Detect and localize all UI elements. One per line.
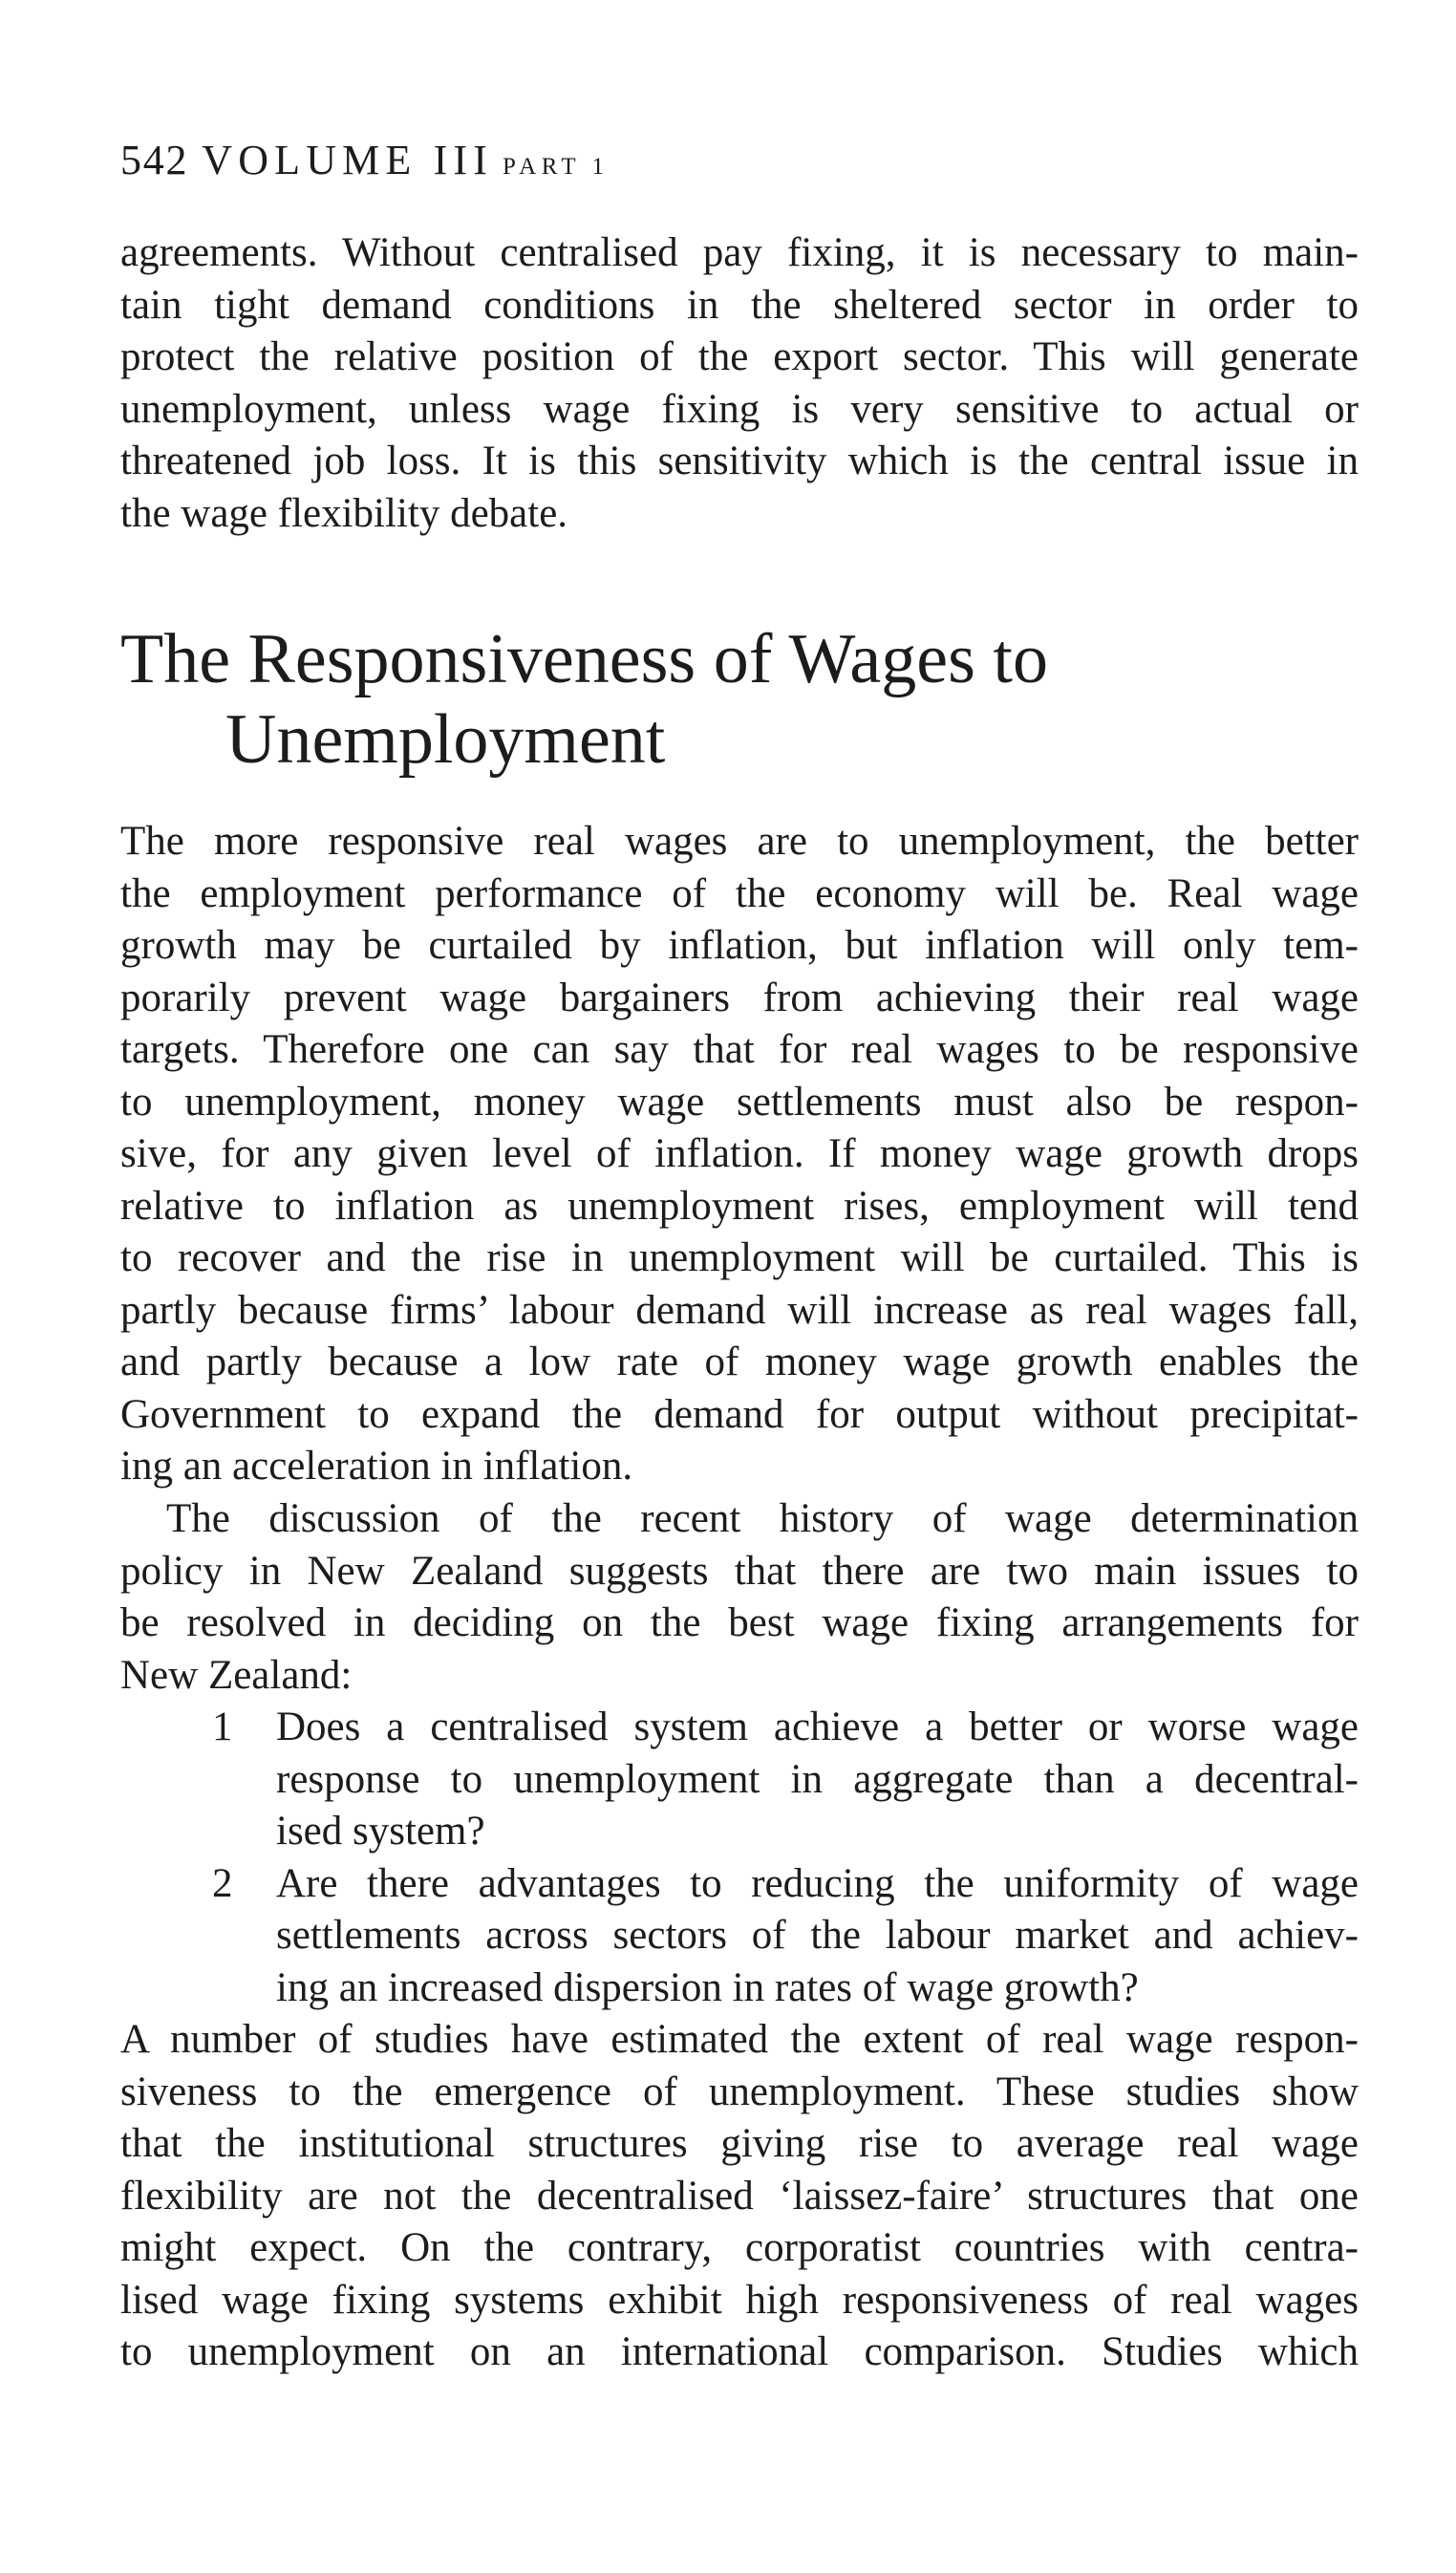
text-line: the wage flexibility debate. — [120, 490, 568, 536]
list-item-number: 1 — [212, 1705, 233, 1749]
text-line: flexibility are not the decentralised ‘laissez-faire’ structures that one — [120, 2173, 1359, 2219]
page-number: 542 — [120, 137, 189, 183]
text-line: The more responsive real wages are to unemployment, the better — [120, 819, 1359, 864]
section-heading — [120, 619, 1359, 780]
text-line: that the institutional structures giving rise to average real wage — [120, 2121, 1359, 2166]
paragraph-3 — [120, 2014, 1359, 2379]
text-line: partly because firms’ labour demand will increase as real wages fall, — [120, 1287, 1359, 1333]
text-line: Are there advantages to reducing the uniformity of wage — [276, 1860, 1359, 1906]
text-line: porarily prevent wage bargainers from achieving their real wage — [120, 975, 1359, 1020]
text-line: ing an acceleration in inflation. — [120, 1444, 633, 1489]
text-line: New Zealand: — [120, 1652, 353, 1698]
text-line: might expect. On the contrary, corporatist countries with centra- — [120, 2225, 1359, 2270]
text-line: tain tight demand conditions in the sheltered sector in order to — [120, 282, 1359, 328]
paragraph-2 — [120, 1493, 1359, 1702]
volume-label: VOLUME III — [202, 137, 494, 183]
text-line: sive, for any given level of inflation. If money wage growth drops — [120, 1131, 1359, 1176]
text-line: to unemployment, money wage settlements must also be respon- — [120, 1079, 1359, 1125]
text-line: to unemployment on an international comparison. Studies which — [120, 2329, 1359, 2374]
text-line: targets. Therefore one can say that for real wages to be responsive — [120, 1027, 1359, 1072]
text-line: settlements across sectors of the labour market and achiev- — [276, 1913, 1359, 1958]
text-line: growth may be curtailed by inflation, but inflation will only tem- — [120, 923, 1359, 968]
paragraph-1 — [120, 816, 1359, 1493]
part-label: PART 1 — [503, 154, 610, 180]
text-line: Government to expand the demand for output without precipitat- — [120, 1391, 1359, 1437]
text-line: agreements. Without centralised pay fixing, it is necessary to main- — [120, 230, 1359, 275]
list-item — [120, 1702, 1359, 1858]
text-line: A number of studies have estimated the extent of real wage respon- — [120, 2017, 1359, 2062]
text-line: response to unemployment in aggregate than a decentral- — [276, 1756, 1359, 1802]
text-line: siveness to the emergence of unemployment. These studies show — [120, 2069, 1359, 2114]
text-line: and partly because a low rate of money wage growth enables the — [120, 1340, 1359, 1384]
text-line: Does a centralised system achieve a better or worse wage — [276, 1705, 1359, 1749]
intro-paragraph — [120, 227, 1359, 540]
list-item — [120, 1858, 1359, 2015]
text-line: to recover and the rise in unemployment will be curtailed. This is — [120, 1235, 1359, 1280]
text-line: ing an increased dispersion in rates of wage growth? — [276, 1964, 1139, 2010]
list-item-number: 2 — [212, 1860, 233, 1906]
text-line: lised wage fixing systems exhibit high responsiveness of real wages — [120, 2277, 1359, 2323]
text-line: policy in New Zealand suggests that there are two main issues to — [120, 1548, 1359, 1594]
text-line: threatened job loss. It is this sensitivity which is the central issue in — [120, 439, 1359, 483]
section-heading-line-1: The Responsiveness of Wages to — [120, 620, 1048, 698]
text-line: protect the relative position of the export sector. This will generate — [120, 334, 1359, 379]
text-line: be resolved in deciding on the best wage fixing arrangements for — [120, 1600, 1359, 1645]
numbered-list — [120, 1702, 1359, 2014]
text-line: ised system? — [276, 1809, 485, 1854]
text-line: The discussion of the recent history of wage determination — [166, 1496, 1359, 1541]
text-line: the employment performance of the economy will be. Real wage — [120, 870, 1359, 916]
text-line: relative to inflation as unemployment rises, employment will tend — [120, 1183, 1359, 1229]
running-head — [120, 136, 609, 184]
text-line: unemployment, unless wage fixing is very sensitive to actual or — [120, 386, 1359, 432]
section-heading-line-2: Unemployment — [225, 700, 666, 779]
